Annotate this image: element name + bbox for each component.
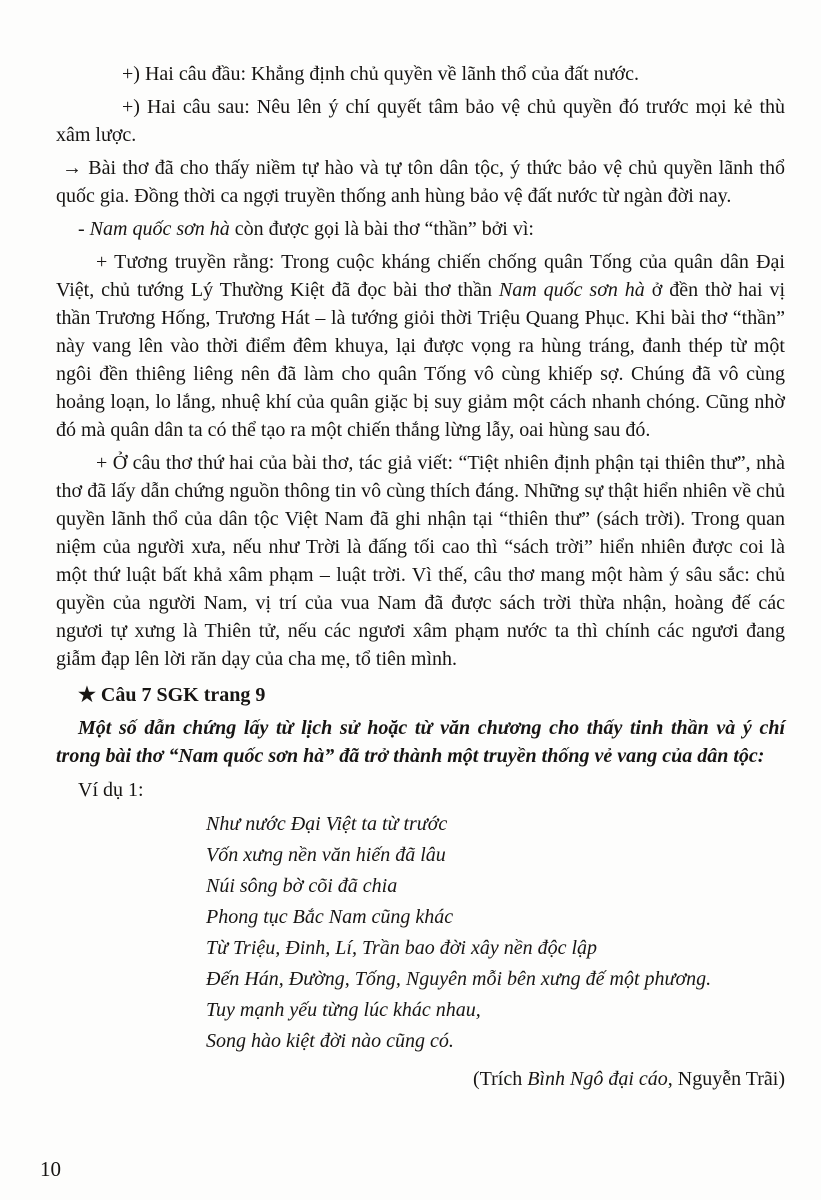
text-run: +) Hai câu sau: Nêu lên ý chí quyết tâm bảo vệ chủ quyền đó trước mọi kẻ thù xâm lược. xyxy=(56,96,785,146)
poem-line xyxy=(206,964,785,995)
attribution xyxy=(56,1065,785,1093)
text-run: Song hào kiệt đời nào cũng có. xyxy=(206,1030,454,1052)
poem-line xyxy=(206,871,785,902)
paragraph xyxy=(56,248,785,444)
paragraph xyxy=(56,215,785,243)
text-run: Nam quốc sơn hà xyxy=(498,279,645,301)
example-label xyxy=(56,776,785,804)
poem-line xyxy=(206,933,785,964)
text-run: + Tương truyền rằng: Trong cuộc kháng chiến chống quân Tống của quân dân Đại Việt, chủ tướng Lý Thường Kiệt đã đọc bài thơ thần xyxy=(56,251,785,301)
paragraph xyxy=(56,154,785,210)
paragraph xyxy=(56,449,785,673)
text-run: ở đền thờ hai vị thần Trương Hống, Trương Hát – là tướng giỏi thời Triệu Quang Phục. Khi bài thơ “thần” này vang lên vào thời điểm đêm khuya, lại được vọng ra hùng tráng, đanh thép từ một ngôi đền thiêng liêng nên đã làm cho quân Tống vô cùng khiếp sợ. Chúng đã vô cùng hoảng loạn, lo lắng, nhuệ khí của quân giặc bị suy giảm một cách nhanh chóng. Cũng nhờ đó mà quân dân ta có thể tạo ra một chiến thắng lừng lẫy, oai hùng sau đó. xyxy=(56,279,786,441)
text-run: Ví dụ 1: xyxy=(78,779,144,801)
text-run: + Ở câu thơ thứ hai của bài thơ, tác giả viết: “Tiệt nhiên định phận tại thiên thư”, nhà thơ đã lấy dẫn chứng nguồn thông tin vô cùng thích đáng. Những sự thật hiển nhiên về chủ quyền lãnh thổ của dân tộc Việt Nam đã ghi nhận tại “thiên thư” (sách trời). Trong quan niệm của người xưa, nếu như Trời là đấng tối cao thì “sách trời” hiển nhiên được coi là một thứ luật bất khả xâm phạm – luật trời. Vì thế, câu thơ mang một hàm ý sâu sắc: chủ quyền của người Nam, vị trí của vua Nam đã được sách trời thừa nhận, hoàng đế các ngươi tự xưng là Thiên tử, nếu các ngươi xâm phạm nước ta thì chính các ngươi đang giẫm đạp lên lời răn dạy của cha mẹ, tổ tiên mình. xyxy=(56,452,785,670)
lead-paragraph xyxy=(56,714,785,770)
text-run: Đến Hán, Đường, Tống, Nguyên mỗi bên xưng đế một phương. xyxy=(206,968,712,990)
text-run: Nam quốc sơn hà xyxy=(89,218,230,240)
text-run: - xyxy=(78,218,90,240)
text-run: Tuy mạnh yếu từng lúc khác nhau, xyxy=(206,999,481,1021)
text-run: (Trích xyxy=(472,1068,528,1090)
poem-line xyxy=(206,1026,785,1057)
poem-line xyxy=(206,902,785,933)
text-block xyxy=(56,60,785,1093)
poem-line xyxy=(206,840,785,871)
text-run: , Nguyễn Trãi) xyxy=(667,1068,785,1090)
poem-line xyxy=(206,995,785,1026)
text-run: Bình Ngô đại cáo xyxy=(527,1068,668,1090)
paragraph xyxy=(56,60,785,88)
section-heading xyxy=(56,681,785,709)
text-run: Như nước Đại Việt ta từ trước xyxy=(206,813,448,835)
text-run: → Bài thơ đã cho thấy niềm tự hào và tự tôn dân tộc, ý thức bảo vệ chủ quyền lãnh thổ quốc gia. Đồng thời ca ngợi truyền thống anh hùng bảo vệ đất nước từ ngàn đời nay. xyxy=(56,157,785,207)
poem-line xyxy=(206,809,785,840)
text-run: Một số dẫn chứng lấy từ lịch sử hoặc từ văn chương cho thấy tinh thần và ý chí trong bài thơ “Nam quốc sơn hà” đã trở thành một truyền thống vẻ vang của dân tộc: xyxy=(56,717,785,767)
text-run: còn được gọi là bài thơ “thần” bởi vì: xyxy=(229,218,534,240)
text-run: Phong tục Bắc Nam cũng khác xyxy=(206,906,454,928)
text-run: Từ Triệu, Đinh, Lí, Trần bao đời xây nền độc lập xyxy=(206,937,598,959)
text-run: Vốn xưng nền văn hiến đã lâu xyxy=(206,844,446,866)
page-number: 10 xyxy=(40,1156,61,1181)
text-run: +) Hai câu đầu: Khẳng định chủ quyền về lãnh thổ của đất nước. xyxy=(122,63,639,85)
text-run: ★ Câu 7 SGK trang 9 xyxy=(78,684,266,706)
text-run: Núi sông bờ cõi đã chia xyxy=(206,875,398,897)
paragraph xyxy=(56,93,785,149)
